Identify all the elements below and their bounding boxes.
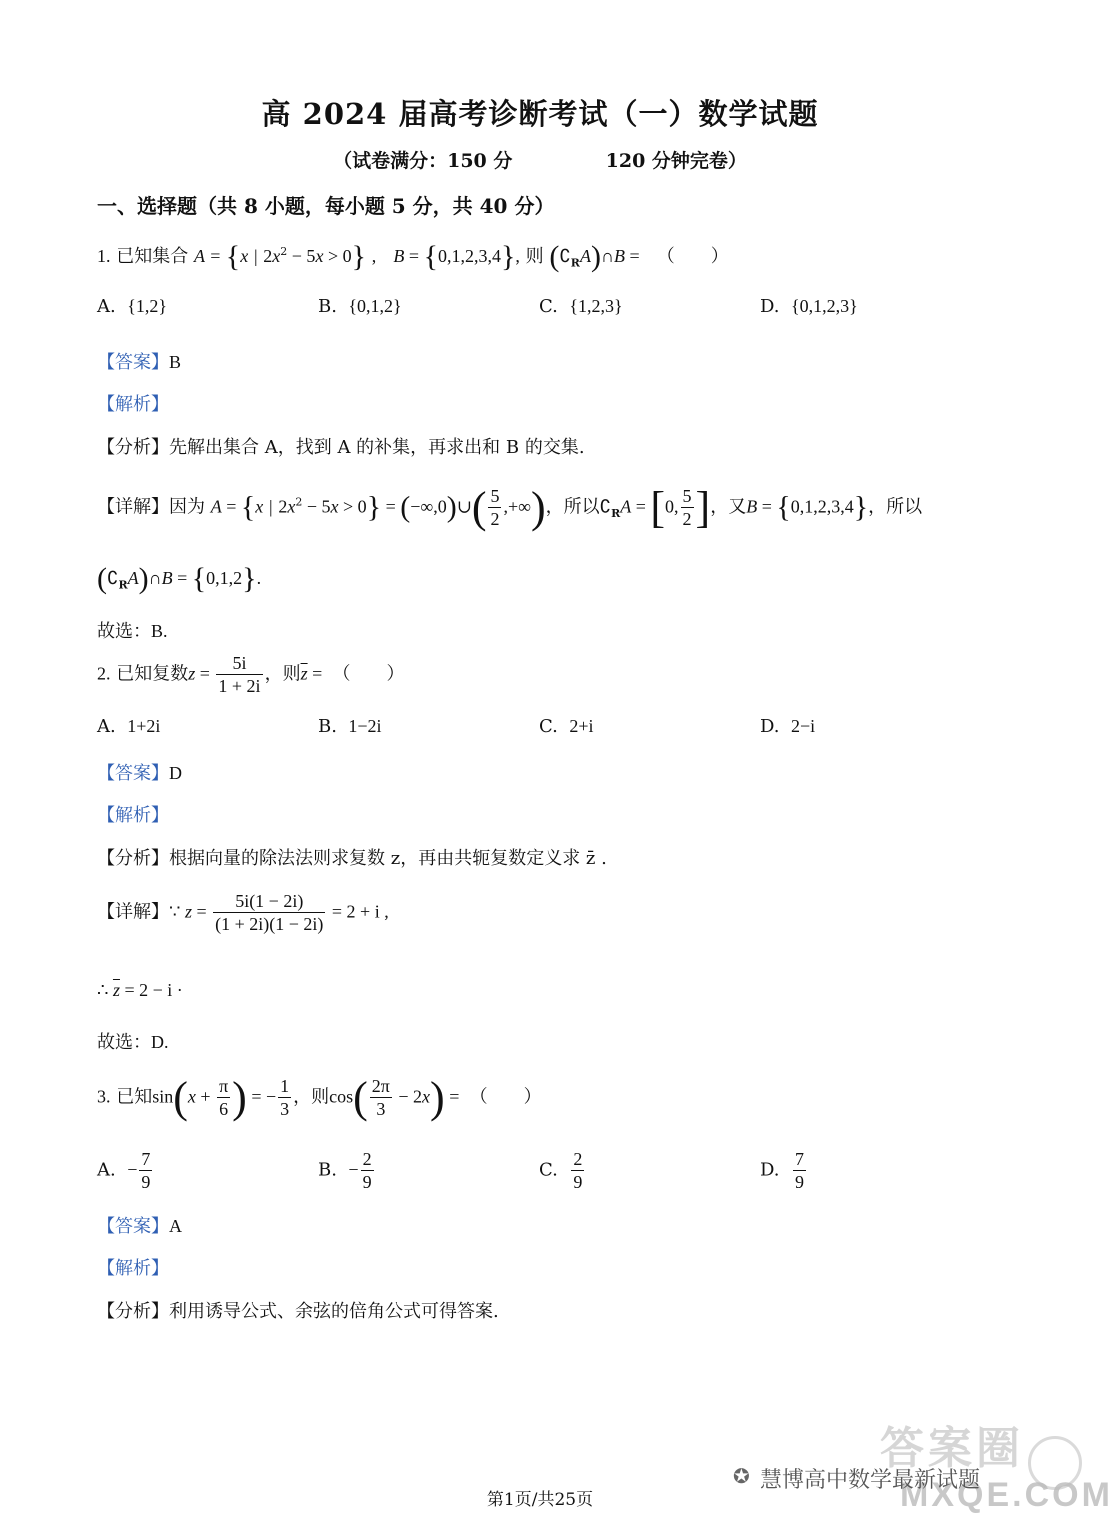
option-a: A. 1+2i: [97, 716, 161, 737]
option-d: D. {0,1,2,3}: [760, 296, 858, 317]
option-d-value: {0,1,2,3}: [790, 296, 858, 316]
analysis-label: 【解析】: [97, 394, 169, 415]
option-d: D. 2−i: [760, 716, 816, 737]
detail-row: 【详解】∵ z = $\frac{5i(1 - 2i)}{(1 + 2i)(1 - 2i)}$ = 2 + i ,: [97, 891, 389, 934]
answer-row: 【答案】D: [97, 763, 182, 784]
option-a: A. {1,2}: [97, 296, 167, 317]
wechat-icon: ✪: [733, 1464, 750, 1488]
answer-paren: （ ）: [656, 246, 729, 267]
page-title: 高 2024 届高考诊断考试（一）数学试题: [261, 97, 819, 131]
option-b: B. {0,1,2}: [318, 296, 402, 317]
answer-row: [97, 348, 181, 374]
section-heading: 一、选择题（共 8 小题，每小题 5 分，共 40 分）: [97, 194, 555, 218]
option-a-value: {1,2}: [127, 296, 167, 316]
detail-label: 【详解】: [97, 496, 169, 518]
question-then: 则: [525, 246, 544, 267]
question-number: 1.: [97, 246, 111, 266]
answer-value: B: [169, 352, 182, 372]
detail-result: ∴ $\overline{z} = 2 - i$ ·: [97, 980, 183, 1000]
fenxi-row: 【分析】根据向量的除法法则求复数 z，再由共轭复数定义求 z̄ .: [97, 848, 607, 869]
fenxi-label: 【分析】: [97, 437, 169, 458]
option-c: C. $\frac{2}{9}$: [539, 1149, 583, 1192]
question-3-stem: 3. 已知sin(x + $\frac{\pi}{6}$ ) = − $\frac{1}{3}$ ，则cos( $\frac{2\pi}{3}$ − 2x) = （ ）: [97, 1073, 542, 1122]
math-expression: A =: [193, 246, 226, 266]
option-c-value: {1,2,3}: [569, 296, 623, 316]
question-text: 已知集合: [116, 246, 189, 267]
page-number: 第1页/共25页: [486, 1490, 594, 1510]
option-b: B. − $\frac{2}{9}$: [318, 1149, 372, 1192]
exam-info: [0, 146, 1080, 173]
fenxi-row: [97, 433, 585, 459]
question-2-stem: 2. 已知复数z = $\frac{5i}{1 + 2i}$ ，则$\overline{z}$ = （ ）: [97, 653, 405, 696]
question-number: 3.: [97, 1086, 111, 1107]
fenxi-row: 【分析】利用诱导公式、余弦的倍角公式可得答案.: [97, 1301, 499, 1322]
answer-label: 【答案】: [97, 352, 169, 373]
watermark-domain: MXQE.COM: [900, 1476, 1113, 1514]
choose-row: 故选：B.: [97, 621, 168, 642]
answer-row: 【答案】A: [97, 1216, 182, 1237]
option-c: C. 2+i: [539, 716, 594, 737]
detail-result: $(∁_RA)\cap B = \{0,1,2\}$.: [97, 562, 262, 595]
option-c: C. {1,2,3}: [539, 296, 623, 317]
exam-score-info: （试卷满分：150 分: [333, 150, 513, 172]
watermark-brand: 答案圈: [880, 1424, 1024, 1473]
option-b-value: {0,1,2}: [348, 296, 402, 316]
detail-row: 【详解】因为 A = {x | $2x^2 - 5x > 0$} = (−∞,0)∪( $\frac{5}{2}$ ,+∞)，所以$∁_RA = [0$, $\frac{5}{2}$ ]，又B = {0,1,2,3,4}，所以: [97, 483, 923, 532]
fenxi-text: 先解出集合 A，找到 A 的补集，再求出和 B 的交集.: [169, 437, 585, 458]
question-number: 2.: [97, 663, 111, 684]
watermark-account: 慧博高中数学最新试题: [760, 1467, 981, 1492]
option-b: B. 1−2i: [318, 716, 382, 737]
question-1-stem: 1. 已知集合 A = {x | $2x^2 - 5x > 0$} , B = {0,1,2,3,4}, 则 $(∁_RA)\cap B$ = （ ）: [97, 240, 729, 273]
question-text: 已知复数: [116, 663, 189, 685]
exam-time-info: 120 分钟完卷）: [605, 150, 747, 172]
option-d: D. $\frac{7}{9}$: [760, 1149, 804, 1192]
analysis-label: 【解析】: [97, 805, 169, 826]
option-a: A. − $\frac{7}{9}$: [97, 1149, 151, 1192]
choose-row: 故选：D.: [97, 1032, 169, 1053]
analysis-label: 【解析】: [97, 1258, 169, 1279]
